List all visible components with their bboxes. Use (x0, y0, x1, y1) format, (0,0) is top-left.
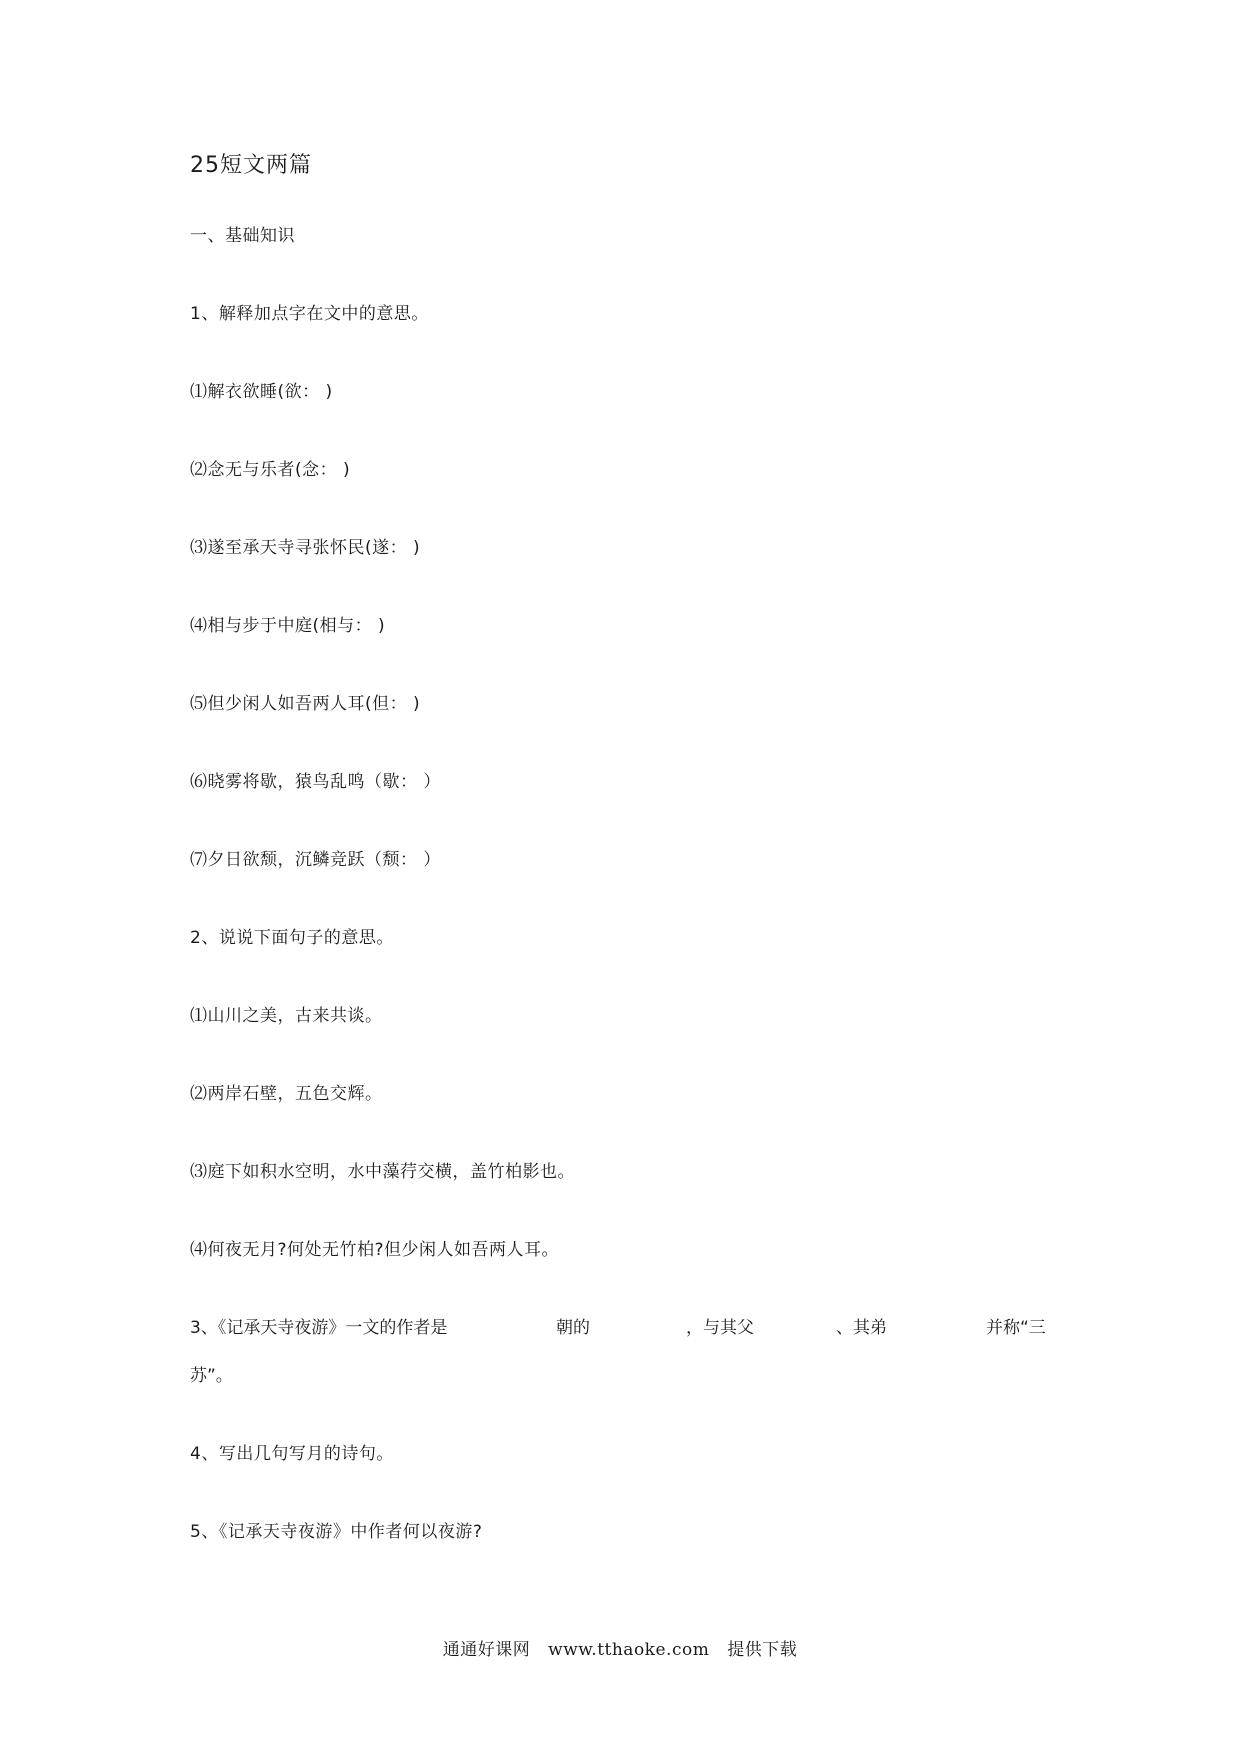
question-1-item: ⑸但少闲人如吾两人耳(但： ) (190, 694, 421, 714)
page-title: 25短文两篇 (190, 153, 312, 178)
question-2-item: ⑴山川之美，古来共谈。 (190, 1006, 383, 1026)
question-3-text: 3、《记承天寺夜游》一文的作者是 (190, 1318, 448, 1338)
question-1-item: ⑹晓雾将歇，猿鸟乱鸣（歇： ） (190, 772, 441, 792)
question-3-text: 、其弟 (836, 1318, 887, 1338)
question-1-stem: 1、解释加点字在文中的意思。 (190, 304, 429, 324)
question-1-item: ⑷相与步于中庭(相与： ) (190, 616, 386, 636)
question-2-item: ⑶庭下如积水空明，水中藻荇交横，盖竹柏影也。 (190, 1162, 575, 1182)
footer-suffix: 提供下载 (727, 1640, 798, 1660)
question-4: 4、写出几句写月的诗句。 (190, 1444, 394, 1464)
section-heading: 一、基础知识 (190, 226, 295, 246)
question-2-item: ⑷何夜无月?何处无竹柏?但少闲人如吾两人耳。 (190, 1240, 560, 1260)
page-footer (0, 1638, 1240, 1662)
question-3-text: 并称“三 (986, 1318, 1046, 1338)
question-2-stem: 2、说说下面句子的意思。 (190, 928, 394, 948)
footer-site-name: 通通好课网 (442, 1640, 531, 1660)
question-1-item: ⑶遂至承天寺寻张怀民(遂： ) (190, 538, 421, 558)
question-1-item: ⑵念无与乐者(念： ) (190, 460, 351, 480)
question-3-text: 苏”。 (190, 1366, 233, 1386)
question-3-text: 朝的 (556, 1318, 590, 1338)
question-1-item: ⑺夕日欲颓，沉鳞竞跃（颓： ） (190, 850, 441, 870)
question-2-item: ⑵两岸石壁，五色交辉。 (190, 1084, 383, 1104)
question-3-text: ，与其父 (686, 1318, 754, 1338)
footer-url[interactable]: www.tthaoke.com (548, 1640, 710, 1660)
question-5: 5、《记承天寺夜游》中作者何以夜游? (190, 1522, 483, 1542)
question-1-item: ⑴解衣欲睡(欲： ) (190, 382, 333, 402)
